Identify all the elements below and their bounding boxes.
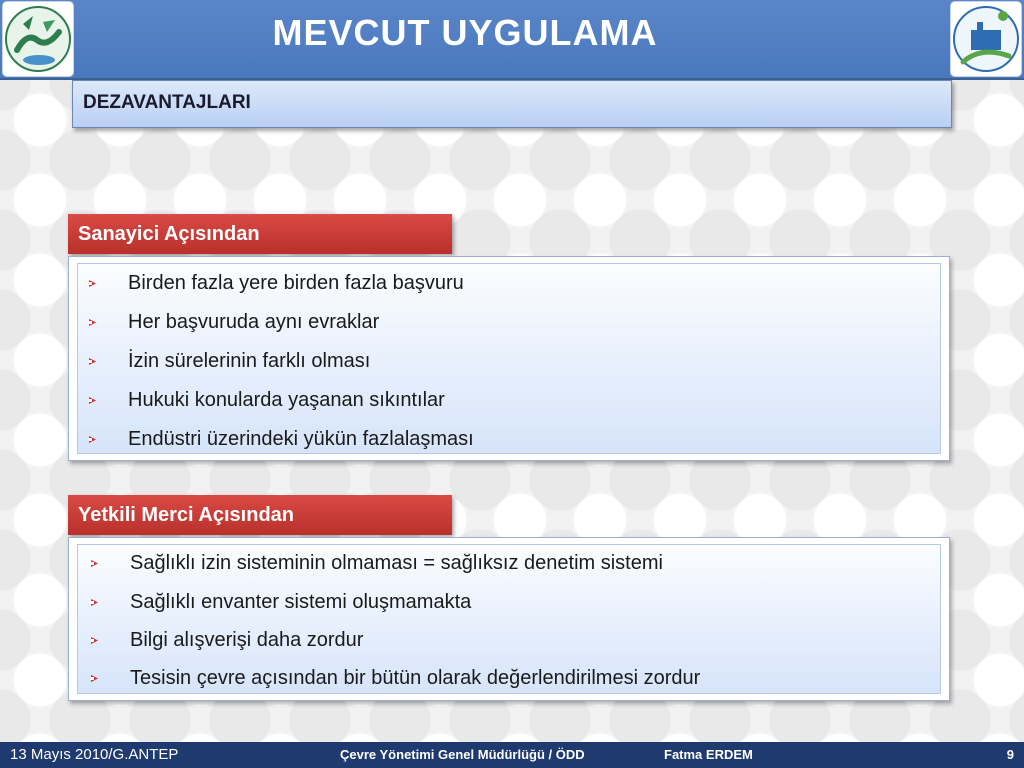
cevre-izinleri-logo-icon [951,2,1021,76]
arrow-bullet-icon [90,558,101,569]
arrow-bullet-icon [88,278,99,289]
arrow-bullet-icon [90,597,101,608]
list-item-text: Birden fazla yere birden fazla başvuru [128,272,464,294]
footer-organization: Çevre Yönetimi Genel Müdürlüğü / ÖDD [340,747,585,762]
section-header-sanayici [68,214,452,254]
list-panel [77,263,941,454]
list-item-text: İzin sürelerinin farklı olması [128,350,371,372]
subtitle-banner [72,80,952,128]
section-title: Yetkili Merci Açısından [78,504,295,526]
footer-author: Fatma ERDEM [664,747,753,762]
section-list-yetkili-merci [68,537,950,701]
arrow-bullet-icon [88,356,99,367]
subtitle-text: DEZAVANTAJLARI [83,92,251,113]
section-title: Sanayici Açısından [78,223,260,245]
arrow-bullet-icon [90,673,101,684]
list-item-text: Bilgi alışverişi daha zordur [130,629,364,651]
section-header-yetkili-merci [68,495,452,535]
list-item-text: Hukuki konularda yaşanan sıkıntılar [128,389,445,411]
footer-date-place: 13 Mayıs 2010/G.ANTEP [10,746,179,763]
slide-header [0,0,1024,80]
list-item-text: Sağlıklı izin sisteminin olmaması = sağlıksız denetim sistemi [130,552,663,574]
list-item-text: Sağlıklı envanter sistemi oluşmamakta [130,591,472,613]
page-number: 9 [1006,747,1014,762]
list-item-text: Tesisin çevre açısından bir bütün olarak değerlendirilmesi zordur [130,667,701,689]
list-item-text: Her başvuruda aynı evraklar [128,311,380,333]
list-panel [77,544,941,694]
arrow-bullet-icon [88,434,99,445]
arrow-bullet-icon [88,317,99,328]
slide-title: MEVCUT UYGULAMA [272,12,658,53]
list-item-text: Endüstri üzerindeki yükün fazlalaşması [128,428,474,450]
slide-footer [0,742,1024,768]
section-list-sanayici [68,256,950,461]
arrow-bullet-icon [88,395,99,406]
arrow-bullet-icon [90,635,101,646]
